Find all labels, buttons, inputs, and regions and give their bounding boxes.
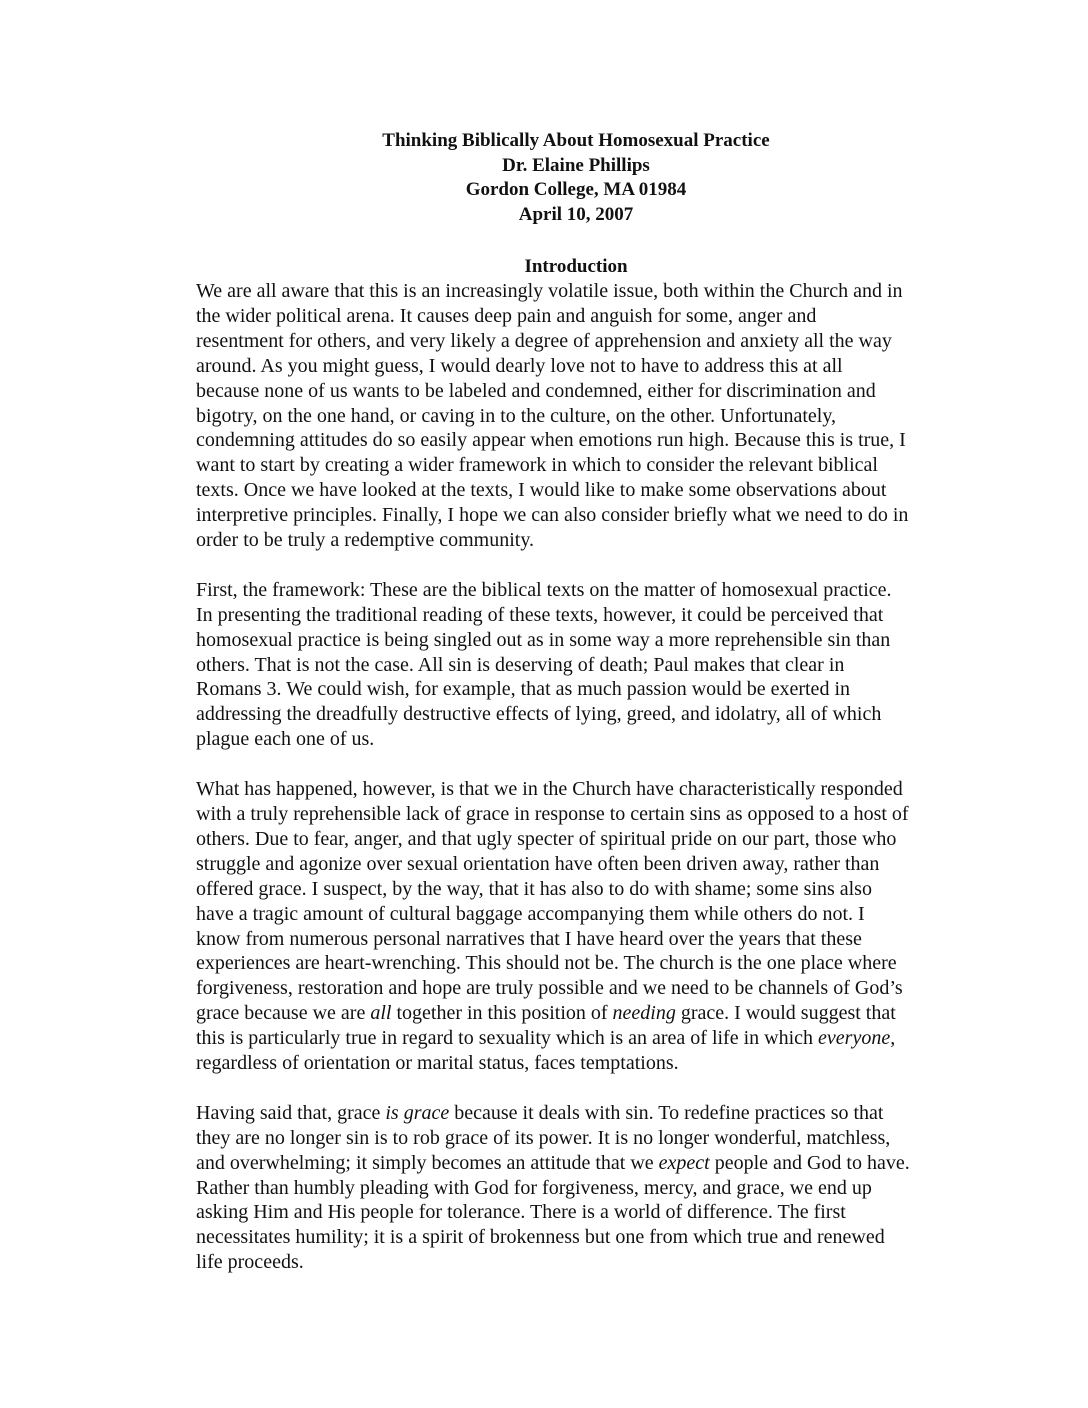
section-heading-introduction: Introduction bbox=[524, 256, 628, 277]
text-line: First, the framework: These are the biblical texts on the matter of homosexual practice. bbox=[196, 578, 892, 601]
text-line: regardless of orientation or marital status, faces temptations. bbox=[196, 1052, 679, 1075]
text-line: interpretive principles. Finally, I hope we can also consider briefly what we need to do in bbox=[196, 504, 909, 527]
text-line: plague each one of us. bbox=[196, 728, 375, 751]
emphasis-text: everyone bbox=[818, 1027, 891, 1050]
paragraph-2 bbox=[196, 578, 968, 752]
document-author: Dr. Elaine Phillips bbox=[502, 154, 650, 176]
text-run: together in this position of bbox=[391, 1002, 613, 1025]
text-run: , bbox=[890, 1027, 896, 1050]
document-institution: Gordon College, MA 01984 bbox=[465, 179, 687, 200]
text-line: bigotry, on the one hand, or caving in to the culture, on the other. Unfortunately, bbox=[196, 404, 837, 427]
text-run: people and God to have. bbox=[709, 1151, 910, 1174]
document-date: April 10, 2007 bbox=[518, 203, 634, 225]
text-line: offered grace. I suspect, by the way, that it has also to do with shame; some sins also bbox=[196, 877, 872, 900]
text-line: Rather than humbly pleading with God for forgiveness, mercy, and grace, we end up bbox=[196, 1176, 872, 1199]
text-line: with a truly reprehensible lack of grace in response to certain sins as opposed to a host of bbox=[196, 803, 909, 825]
text-line: others. That is not the case. All sin is deserving of death; Paul makes that clear in bbox=[196, 653, 845, 676]
paragraph-3 bbox=[196, 777, 968, 1076]
text-line: homosexual practice is being singled out as in some way a more reprehensible sin than bbox=[196, 628, 891, 651]
emphasis-text: expect bbox=[658, 1151, 710, 1174]
emphasis-text: all bbox=[370, 1002, 392, 1025]
text-line: others. Due to fear, anger, and that ugly specter of spiritual pride on our part, those who bbox=[196, 827, 897, 850]
text-line: Romans 3. We could wish, for example, that as much passion would be exerted in bbox=[196, 678, 850, 701]
text-line: asking Him and His people for tolerance. There is a world of difference. The first bbox=[196, 1201, 846, 1224]
text-run: grace. I would suggest that bbox=[675, 1002, 896, 1025]
text-line bbox=[196, 1101, 968, 1126]
document-header bbox=[196, 129, 956, 227]
text-line: In presenting the traditional reading of these texts, however, it could be perceived that bbox=[196, 603, 884, 626]
text-line bbox=[196, 1151, 968, 1176]
document-title: Thinking Biblically About Homosexual Practice bbox=[382, 130, 770, 151]
text-line: the wider political arena. It causes deep pain and anguish for some, anger and bbox=[196, 304, 817, 327]
text-line: addressing the dreadfully destructive effects of lying, greed, and idolatry, all of which bbox=[196, 703, 882, 726]
text-run: this is particularly true in regard to sexuality which is an area of life in which bbox=[196, 1027, 819, 1050]
text-line: they are no longer sin is to rob grace of its power. It is no longer wonderful, matchless, bbox=[196, 1126, 891, 1149]
text-line: struggle and agonize over sexual orientation have often been driven away, rather than bbox=[196, 852, 880, 875]
text-line: want to start by creating a wider framework in which to consider the relevant biblical bbox=[196, 454, 878, 477]
emphasis-text: is grace bbox=[385, 1101, 450, 1124]
text-line: experiences are heart-wrenching. This should not be. The church is the one place where bbox=[196, 952, 897, 975]
text-line: We are all aware that this is an increasingly volatile issue, both within the Church and in bbox=[196, 280, 903, 302]
text-line: have a tragic amount of cultural baggage accompanying them while others do not. I bbox=[196, 902, 865, 925]
paragraph-4 bbox=[196, 1101, 968, 1275]
paragraph-1 bbox=[196, 279, 968, 553]
text-line: order to be truly a redemptive community. bbox=[196, 529, 535, 552]
text-line bbox=[196, 1001, 968, 1026]
text-line: life proceeds. bbox=[196, 1251, 304, 1274]
text-run: and overwhelming; it simply becomes an attitude that we bbox=[196, 1151, 659, 1174]
text-line bbox=[196, 1026, 968, 1051]
text-line: What has happened, however, is that we in the Church have characteristically responded bbox=[196, 778, 903, 801]
text-line: condemning attitudes do so easily appear when emotions run high. Because this is true, I bbox=[196, 429, 906, 452]
text-line: because none of us wants to be labeled and condemned, either for discrimination and bbox=[196, 379, 876, 402]
text-line: texts. Once we have looked at the texts, I would like to make some observations about bbox=[196, 479, 887, 502]
text-line: around. As you might guess, I would dearly love not to have to address this at all bbox=[196, 354, 843, 377]
text-line: know from numerous personal narratives that I have heard over the years that these bbox=[196, 927, 862, 950]
text-run: grace because we are bbox=[196, 1002, 371, 1025]
emphasis-text: needing bbox=[612, 1002, 676, 1025]
text-line: necessitates humility; it is a spirit of brokenness but one from which true and renewed bbox=[196, 1226, 885, 1249]
text-run: because it deals with sin. To redefine practices so that bbox=[449, 1101, 884, 1124]
text-line: forgiveness, restoration and hope are truly possible and we need to be channels of God’s bbox=[196, 977, 903, 1000]
text-run: Having said that, grace bbox=[196, 1101, 386, 1124]
document-body bbox=[196, 279, 968, 1300]
text-line: resentment for others, and very likely a degree of apprehension and anxiety all the way bbox=[196, 329, 892, 352]
